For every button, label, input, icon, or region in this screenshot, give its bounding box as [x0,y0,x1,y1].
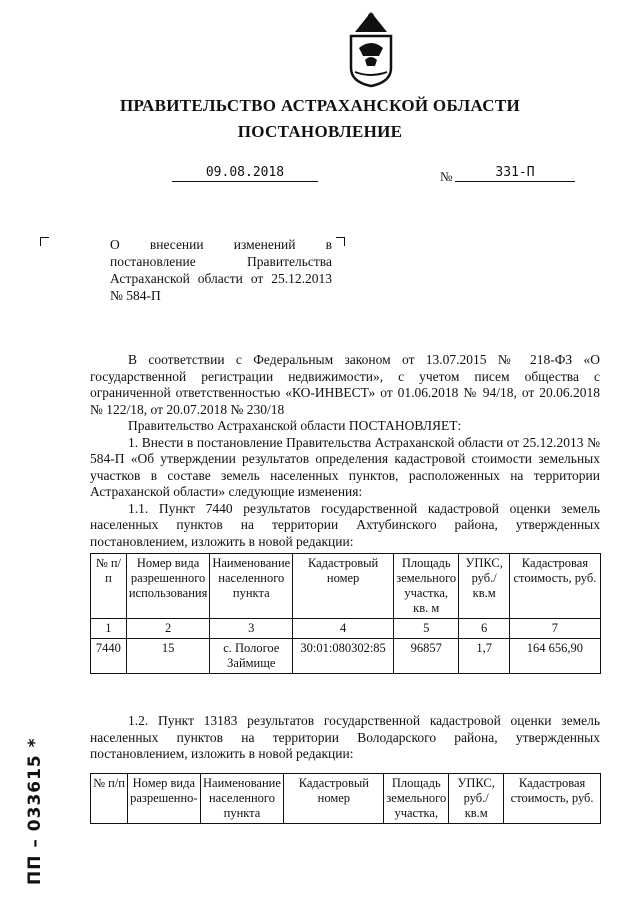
document-type: ПОСТАНОВЛЕНИЕ [237,122,403,141]
item-1-1: 1.1. Пункт 7440 результатов государственной кадастровой оценки земель населенных пунктов на территории Ахтубинского района, утвержденных постановлением, изложить в новой редакции: [90,500,600,549]
resolution-block [90,418,600,550]
header-cell: Кадастровая стоимость, руб. [509,554,600,619]
header-cell: Номер вида разрешенного использования [126,554,209,619]
header-cell: Кадастровый номер [293,554,394,619]
corner-mark-left [40,237,49,246]
header-cell: Площадь земельного участка, кв. м [393,554,459,619]
colnum-cell: 1 [91,619,127,639]
document-subject: О внесении изменений в постановление Правительства Астраханской области от 25.12.2013 № 584-П [110,237,332,303]
colnum-cell: 6 [459,619,509,639]
header-cell: Кадастровый номер [284,774,384,824]
header-cell: УПКС, руб./ кв.м [449,774,504,824]
table-header-row [91,774,601,824]
data-cell: с. Пологое Займище [210,639,293,674]
colnum-cell: 3 [210,619,293,639]
header-cell: Наименование населенного пункта [210,554,293,619]
header-cell: № п/п [91,774,128,824]
header-cell: Кадастровая стоимость, руб. [504,774,601,824]
table-colnum-row [91,619,601,639]
table-point-13183 [90,773,601,824]
corner-mark-right [336,237,345,246]
data-cell: 15 [126,639,209,674]
coat-of-arms-icon [345,8,397,88]
header-cell: Площадь земельного участка, [384,774,449,824]
data-cell: 164 656,90 [509,639,600,674]
item-1: 1. Внести в постановление Правительства Астраханской области от 25.12.2013 № 584-П «Об утверждении результатов определения кадастровой стоимости земельных участков в составе земель населенных пунктов, расположенных на территории Астраханской области» следующие изменения: [90,434,600,499]
colnum-cell: 5 [393,619,459,639]
colnum-cell: 7 [509,619,600,639]
table-point-7440 [90,553,601,674]
header-cell: Номер вида разрешенно- [128,774,201,824]
header-cell: Наименование населенного пункта [200,774,284,824]
item-1-2-block [90,713,600,763]
resolves-text: Правительство Астраханской области ПОСТАНОВЛЯЕТ: [128,418,462,433]
table-row [91,639,601,674]
government-title: ПРАВИТЕЛЬСТВО АСТРАХАНСКОЙ ОБЛАСТИ [120,96,520,115]
number-label: № [440,169,453,184]
data-cell: 96857 [393,639,459,674]
header-cell: № п/п [91,554,127,619]
preamble-text: В соответствии с Федеральным законом от 13.07.2015 № 218-ФЗ «О государственной регистрации недвижимости», с учетом писем общества с ограниченной ответственностью «КО-ИНВЕСТ» от 01.06.2018 № 94/18, от 20.06.2018 № 122/18, от 20.07.2018 № 230/18 [90,352,600,417]
document-date: 09.08.2018 [172,165,318,182]
data-cell: 1,7 [459,639,509,674]
data-cell: 7440 [91,639,127,674]
header-cell: УПКС, руб./ кв.м [459,554,509,619]
preamble-block [90,352,600,418]
serial-stamp: ПП – 033615 * [25,737,45,885]
colnum-cell: 2 [126,619,209,639]
colnum-cell: 4 [293,619,394,639]
table-header-row [91,554,601,619]
item-1-2: 1.2. Пункт 13183 результатов государственной кадастровой оценки земель населенных пунктов на территории Володарского района, утвержденных постановлением, изложить в новой редакции: [90,713,600,761]
document-number: 331-П [455,165,575,182]
data-cell: 30:01:080302:85 [293,639,394,674]
